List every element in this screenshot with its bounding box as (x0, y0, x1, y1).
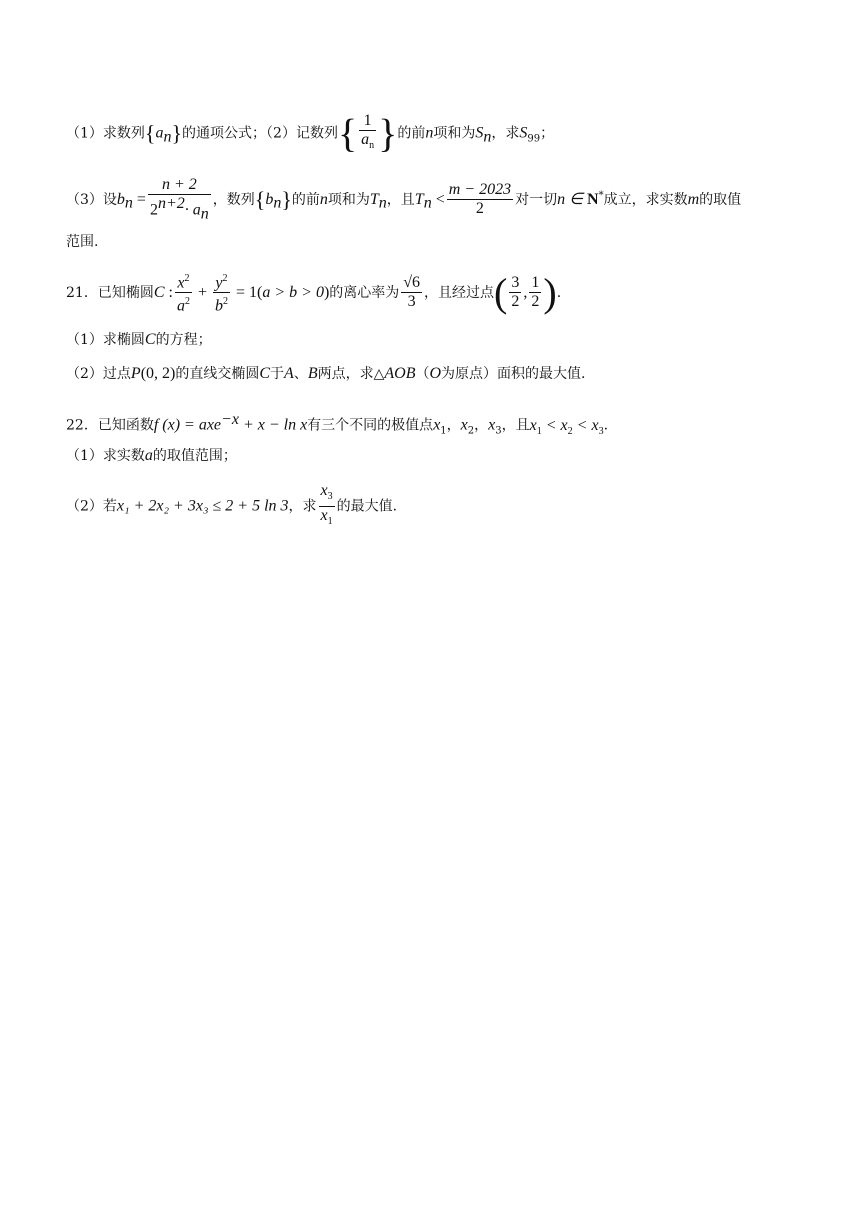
q22-constraint: x₁ + 2x₂ + 3x₃ ≤ 2 + 5 ln 3 (116, 497, 289, 515)
q22-order: $x_1 < x_2 < x_3$ (529, 416, 604, 437)
q21-x-frac: $\frac{x^2}{a^2}$ (175, 270, 192, 316)
q22-stem: 22．已知函数f (x) = axe$^{-x}$ + x − ln x有三个不同的极值点$x_1$，$x_2$，$x_3$，且$x_1 < x_2 < x_3$. (66, 411, 609, 437)
q22-ratio-frac: $\frac{x_3}{x_1}$ (320, 482, 333, 528)
q20-part3-label: （3）设 (66, 191, 117, 208)
q21-point-y: $\frac{1}{2}$ (531, 274, 540, 311)
q22-function: f (x) = axe (153, 416, 222, 434)
q22-part1: （1）求实数a的取值范围； (66, 447, 237, 464)
q22-number: 22．已知函数 (66, 417, 154, 434)
q21-point-x: $\frac{3}{2}$ (511, 274, 520, 311)
q20-part3-line: （3）设$b_n$ = $\frac{n + 2}{2^{n+2}\cdot a_n}$ ，数列$\{b_n\}$的前n项和为$T_n$，且$T_n$ < $\frac{m - 2023}{2}$ 对一切n ∈ N*成立，求实数m的取值 (66, 176, 742, 223)
q21-stem: 21．已知椭圆C : $\frac{x^2}{a^2}$ + $\frac{y^2}{b^2}$ = 1(a > b > 0)的离心率为 $\frac{√6}{3}$ ，且经过点( $\frac{3}{2}$ , $\frac{1}{2}$ ). (66, 269, 562, 315)
q21-part1: （1）求椭圆C的方程； (66, 331, 212, 348)
q21-part2: （2）过点P(0, 2)的直线交椭圆C于A、B两点，求△AOB（O为原点）面积的最大值. (66, 365, 586, 382)
q20-bn-frac: $\frac{n + 2}{2^{n+2}\cdot a_n}$ (149, 176, 209, 223)
q21-ecc-frac: $\frac{√6}{3}$ (403, 274, 421, 311)
q20-part1-line: （1）求数列$\{a_n\}$的通项公式；（2）记数列{ $\frac{1}{a_n}$ }的前n项和为$S_n$，求$S_{99}$； (66, 110, 555, 156)
q20-part1-label: （1）求数列 (66, 125, 145, 142)
q20-part1-text: 的通项公式；（2）记数列 (182, 125, 338, 142)
q20-reciprocal-frac: $\frac{1}{a_n}$ (361, 112, 375, 152)
q20-part3-continued: 范围. (66, 234, 99, 250)
q21-y-frac: $\frac{y^2}{b^2}$ (213, 270, 230, 316)
q22-part2: （2）若x₁ + 2x₂ + 3x₃ ≤ 2 + 5 ln 3，求 $\frac{x_3}{x_1}$ 的最大值. (66, 482, 820, 526)
q20-seq-a: a (155, 124, 164, 142)
q21-number: 21．已知椭圆 (66, 284, 154, 301)
q20-m-frac: $\frac{m - 2023}{2}$ (448, 181, 512, 218)
